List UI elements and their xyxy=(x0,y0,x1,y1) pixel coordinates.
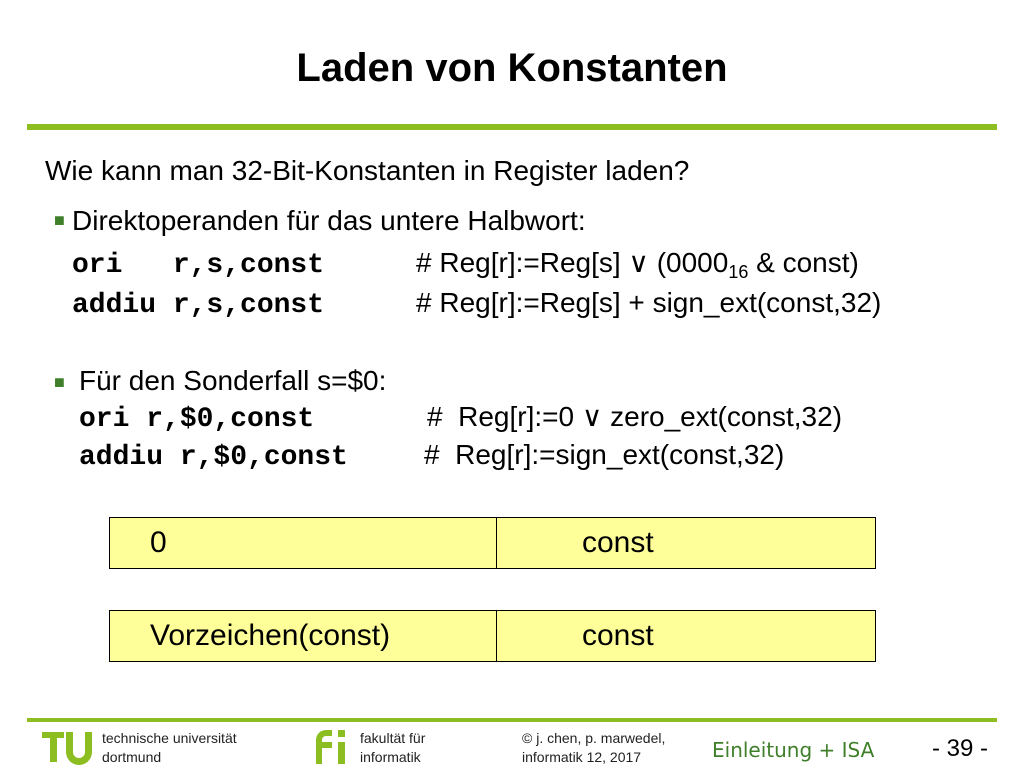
code-line-addiu xyxy=(72,285,324,324)
code-line-ori-zero xyxy=(79,399,314,438)
square-bullet-icon: ■ xyxy=(54,372,65,392)
page-number: - 39 - xyxy=(932,735,989,762)
footer-divider xyxy=(27,718,997,722)
fi-logo-icon xyxy=(308,726,356,766)
comment-addiu-zero: # Reg[r]:=sign_ext(const,32) xyxy=(424,439,785,470)
footer-copyright-line2: informatik 12, 2017 xyxy=(522,749,642,765)
square-bullet-icon: ■ xyxy=(54,210,65,230)
box-divider xyxy=(496,518,497,568)
code-instruction: ori r,s,const xyxy=(72,250,325,281)
code-instruction: addiu r,s,const xyxy=(72,290,325,321)
register-box-zero-ext xyxy=(109,517,876,569)
code-instruction: addiu r,$0,const xyxy=(79,442,348,473)
footer-copyright-line1: © j. chen, p. marwedel, xyxy=(522,730,666,746)
footer-fak-line2: informatik xyxy=(360,749,421,765)
subscript: 16 xyxy=(728,262,749,282)
bullet1-text: Direktoperanden für das untere Halbwort: xyxy=(72,205,586,236)
footer-fak-line1: fakultät für xyxy=(360,730,426,746)
title-divider xyxy=(27,124,997,130)
slide-title: Laden von Konstanten xyxy=(296,46,728,90)
code-instruction: ori r,$0,const xyxy=(79,404,315,435)
upper-half-label: 0 xyxy=(150,526,167,559)
register-box-sign-ext xyxy=(109,610,876,662)
upper-half-label: Vorzeichen(const) xyxy=(150,619,391,652)
code-line-ori xyxy=(72,245,324,284)
comment-ori-zero: # Reg[r]:=0 ∨ zero_ext(const,32) xyxy=(427,401,843,432)
footer-topic: Einleitung + ISA xyxy=(712,738,875,762)
code-line-addiu-zero xyxy=(79,437,348,476)
lower-half-label: const xyxy=(582,619,654,652)
comment-ori xyxy=(416,245,859,290)
bullet2-text: Für den Sonderfall s=$0: xyxy=(79,365,387,396)
lower-half-label: const xyxy=(582,526,654,559)
footer-tu-line2: dortmund xyxy=(102,749,162,765)
tu-logo-icon xyxy=(40,726,96,766)
box-divider xyxy=(496,611,497,661)
comment-text: # Reg[r]:=Reg[s] ∨ (0000 xyxy=(416,247,729,278)
question-text: Wie kann man 32-Bit-Konstanten in Register laden? xyxy=(45,155,690,186)
footer-tu-line1: technische universität xyxy=(102,730,237,746)
comment-text-end: & const) xyxy=(748,247,859,278)
comment-addiu: # Reg[r]:=Reg[s] + sign_ext(const,32) xyxy=(416,287,882,318)
